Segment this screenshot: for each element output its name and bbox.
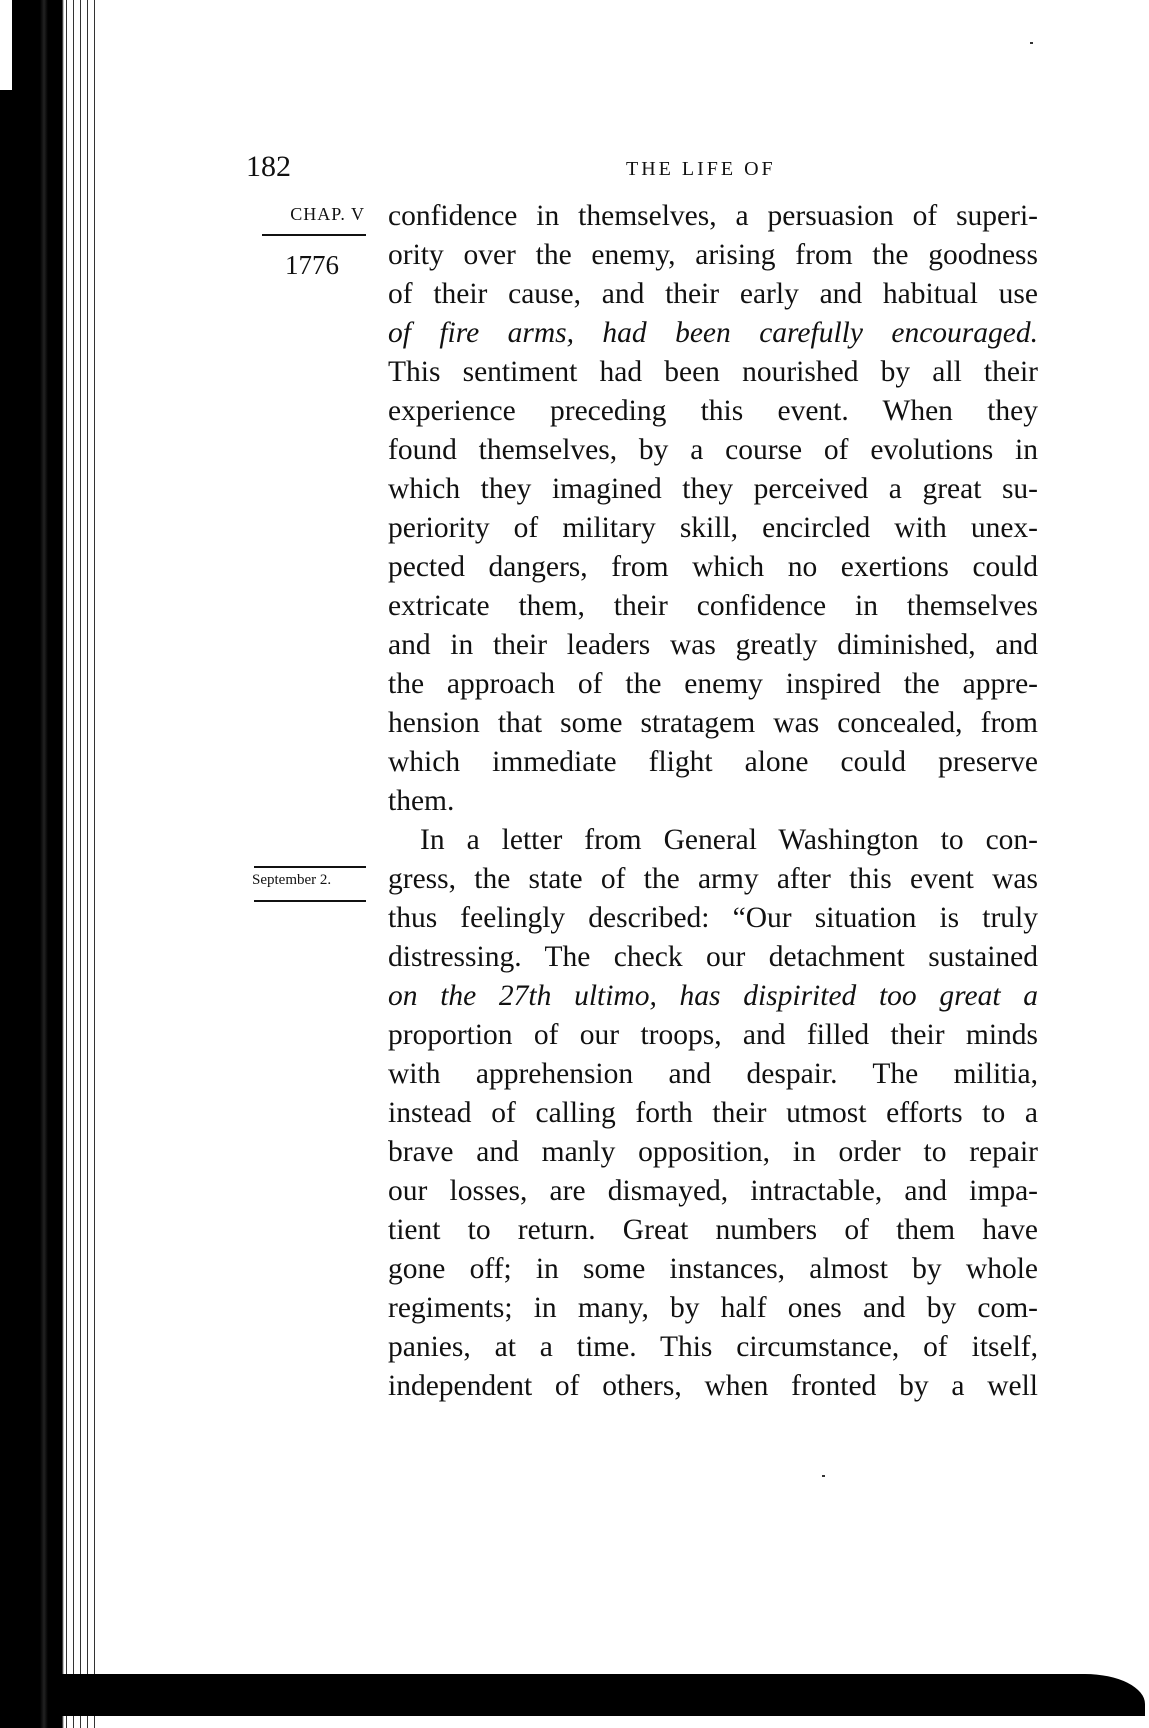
text-line: and in their leaders was greatly diminished, and [388, 629, 1038, 661]
body-text [388, 197, 1038, 1406]
text-line: gress, the state of the army after this event was [388, 863, 1038, 895]
margin-rule [262, 234, 366, 236]
text-line: the approach of the enemy inspired the appre- [388, 668, 1038, 700]
text-line: our losses, are dismayed, intractable, and impa- [388, 1175, 1038, 1207]
text-line: gone off; in some instances, almost by whole [388, 1253, 1038, 1285]
text-line: instead of calling forth their utmost efforts to a [388, 1097, 1038, 1129]
text-line: thus feelingly described: “Our situation is truly [388, 902, 1038, 934]
binding-top-gap [0, 0, 12, 90]
book-binding-shadow [0, 0, 100, 1728]
text-line: brave and manly opposition, in order to repair [388, 1136, 1038, 1168]
text-line: panies, at a time. This circumstance, of itself, [388, 1331, 1038, 1363]
scan-speck [1030, 42, 1033, 44]
text-line: found themselves, by a course of evolutions in [388, 434, 1038, 466]
text-line: on the 27th ultimo, has dispirited too great a [388, 980, 1038, 1012]
margin-year: 1776 [285, 250, 339, 280]
text-line: of their cause, and their early and habitual use [388, 278, 1038, 310]
text-line: independent of others, when fronted by a well [388, 1370, 1038, 1402]
margin-date: September 2. [252, 872, 332, 888]
text-line: confidence in themselves, a persuasion of superi- [388, 200, 1038, 232]
running-head: THE LIFE OF [626, 158, 776, 180]
scan-speck [822, 1475, 825, 1477]
page-number: 182 [246, 150, 291, 183]
text-line: which immediate flight alone could preserve [388, 746, 1038, 778]
text-line: periority of military skill, encircled with unex- [388, 512, 1038, 544]
text-line: regiments; in many, by half ones and by com- [388, 1292, 1038, 1324]
page-header [246, 150, 1038, 186]
text-line: distressing. The check our detachment sustained [388, 941, 1038, 973]
text-line: with apprehension and despair. The militia, [388, 1058, 1038, 1090]
text-line: experience preceding this event. When they [388, 395, 1038, 427]
bottom-scan-shadow [60, 1674, 1145, 1716]
margin-chapter: CHAP. V [290, 204, 365, 224]
text-line: proportion of our troops, and filled their minds [388, 1019, 1038, 1051]
text-line: them. [388, 785, 455, 817]
text-line: pected dangers, from which no exertions could [388, 551, 1038, 583]
text-line: tient to return. Great numbers of them have [388, 1214, 1038, 1246]
text-line: ority over the enemy, arising from the goodness [388, 239, 1038, 271]
text-line: extricate them, their confidence in themselves [388, 590, 1038, 622]
margin-rule [254, 900, 366, 902]
text-line: In a letter from General Washington to con- [420, 824, 1038, 856]
text-line: This sentiment had been nourished by all their [388, 356, 1038, 388]
text-line: hension that some stratagem was concealed, from [388, 707, 1038, 739]
text-line: which they imagined they perceived a great su- [388, 473, 1038, 505]
text-line: of fire arms, had been carefully encouraged. [388, 317, 1038, 349]
margin-rule [254, 866, 366, 868]
